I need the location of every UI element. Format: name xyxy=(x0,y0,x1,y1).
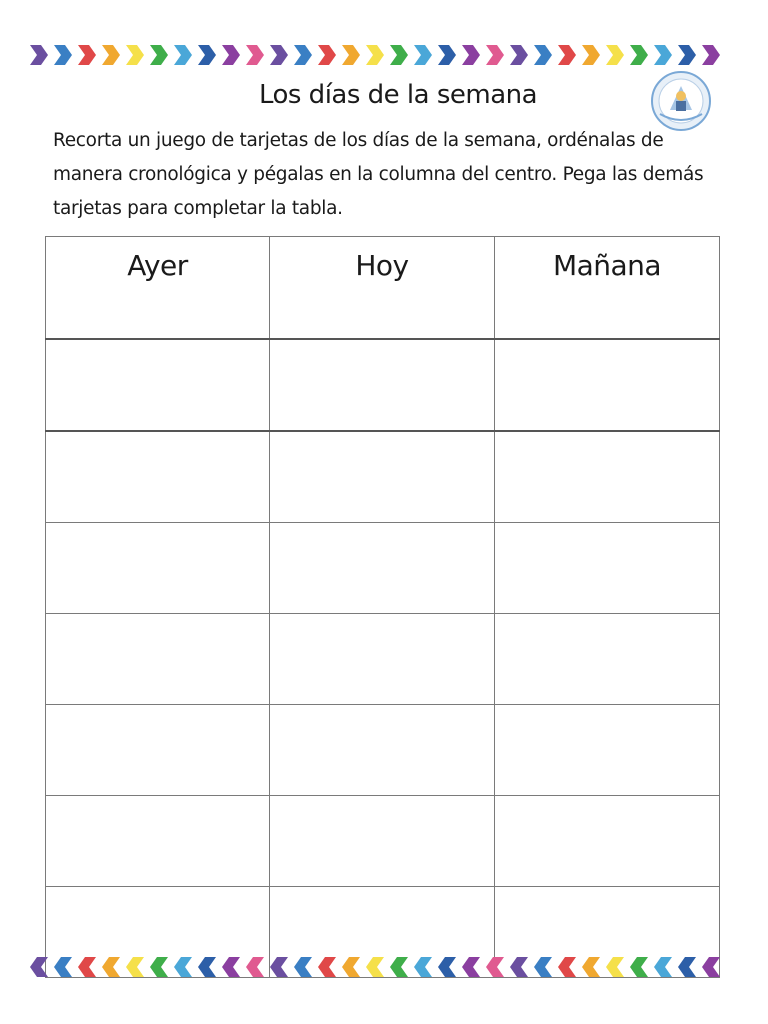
chevron-mark xyxy=(654,45,672,65)
chevron-mark xyxy=(462,45,480,65)
chevron-mark xyxy=(414,45,432,65)
school-seal-icon xyxy=(650,70,712,132)
table-cell xyxy=(495,523,720,614)
table-cell xyxy=(270,796,495,887)
chevron-mark xyxy=(438,957,456,977)
chevron-mark xyxy=(534,957,552,977)
chevron-mark xyxy=(366,957,384,977)
chevron-mark xyxy=(366,45,384,65)
table-row xyxy=(46,705,720,796)
chevron-mark xyxy=(558,45,576,65)
chevron-mark xyxy=(558,957,576,977)
chevron-mark xyxy=(606,957,624,977)
chevron-mark xyxy=(78,957,96,977)
table-row xyxy=(46,614,720,705)
table-cell xyxy=(270,431,495,523)
chevron-mark xyxy=(438,45,456,65)
chevron-mark xyxy=(702,45,720,65)
table-cell xyxy=(495,431,720,523)
table-cell xyxy=(495,796,720,887)
chevron-mark xyxy=(126,45,144,65)
decorative-chevron-border-bottom xyxy=(30,957,730,977)
page-title: Los días de la semana xyxy=(258,80,538,110)
table-cell xyxy=(495,614,720,705)
chevron-mark xyxy=(222,957,240,977)
days-table xyxy=(45,236,720,978)
chevron-border-icon xyxy=(30,45,730,65)
table-row xyxy=(46,523,720,614)
chevron-mark xyxy=(270,957,288,977)
chevron-mark xyxy=(414,957,432,977)
chevron-mark xyxy=(390,957,408,977)
chevron-mark xyxy=(54,45,72,65)
chevron-mark xyxy=(582,957,600,977)
table-row xyxy=(46,796,720,887)
chevron-mark xyxy=(30,45,48,65)
chevron-mark xyxy=(630,45,648,65)
chevron-mark xyxy=(222,45,240,65)
chevron-mark xyxy=(678,45,696,65)
chevron-mark xyxy=(30,957,48,977)
chevron-mark xyxy=(510,957,528,977)
chevron-mark xyxy=(510,45,528,65)
chevron-mark xyxy=(270,45,288,65)
chevron-mark xyxy=(102,957,120,977)
chevron-mark xyxy=(486,957,504,977)
table-cell xyxy=(270,614,495,705)
chevron-border-icon xyxy=(30,957,730,977)
table-cell xyxy=(270,339,495,431)
chevron-mark xyxy=(198,45,216,65)
chevron-mark xyxy=(678,957,696,977)
table-cell xyxy=(270,523,495,614)
table-row xyxy=(46,431,720,523)
table-cell xyxy=(495,339,720,431)
table-cell xyxy=(46,614,270,705)
chevron-mark xyxy=(606,45,624,65)
chevron-mark xyxy=(102,45,120,65)
table-cell xyxy=(46,705,270,796)
chevron-mark xyxy=(486,45,504,65)
chevron-mark xyxy=(150,957,168,977)
chevron-mark xyxy=(390,45,408,65)
chevron-mark xyxy=(78,45,96,65)
table-cell xyxy=(270,705,495,796)
chevron-mark xyxy=(246,957,264,977)
school-seal xyxy=(650,70,712,132)
chevron-mark xyxy=(174,957,192,977)
chevron-mark xyxy=(534,45,552,65)
chevron-mark xyxy=(342,45,360,65)
decorative-chevron-border-top xyxy=(30,45,730,65)
chevron-mark xyxy=(702,957,720,977)
table-row xyxy=(46,339,720,431)
chevron-mark xyxy=(342,957,360,977)
chevron-mark xyxy=(318,957,336,977)
chevron-mark xyxy=(126,957,144,977)
chevron-mark xyxy=(150,45,168,65)
chevron-mark xyxy=(462,957,480,977)
chevron-mark xyxy=(294,957,312,977)
chevron-mark xyxy=(582,45,600,65)
chevron-mark xyxy=(294,45,312,65)
table-cell xyxy=(46,339,270,431)
chevron-mark xyxy=(318,45,336,65)
chevron-mark xyxy=(174,45,192,65)
instructions-text: Recorta un juego de tarjetas de los días de la semana, ordénalas de manera cronológica y pégalas en la columna del centro. Pega las demás tarjetas para completar la tabla. xyxy=(53,130,704,219)
table-cell xyxy=(495,705,720,796)
column-header-ayer: Ayer xyxy=(46,237,270,340)
chevron-mark xyxy=(246,45,264,65)
chevron-mark xyxy=(54,957,72,977)
column-header-manana: Mañana xyxy=(495,237,720,340)
table-cell xyxy=(46,796,270,887)
chevron-mark xyxy=(198,957,216,977)
chevron-mark xyxy=(654,957,672,977)
table-cell xyxy=(46,523,270,614)
table-cell xyxy=(46,431,270,523)
table-header-row xyxy=(46,237,720,340)
chevron-mark xyxy=(630,957,648,977)
column-header-hoy: Hoy xyxy=(270,237,495,340)
